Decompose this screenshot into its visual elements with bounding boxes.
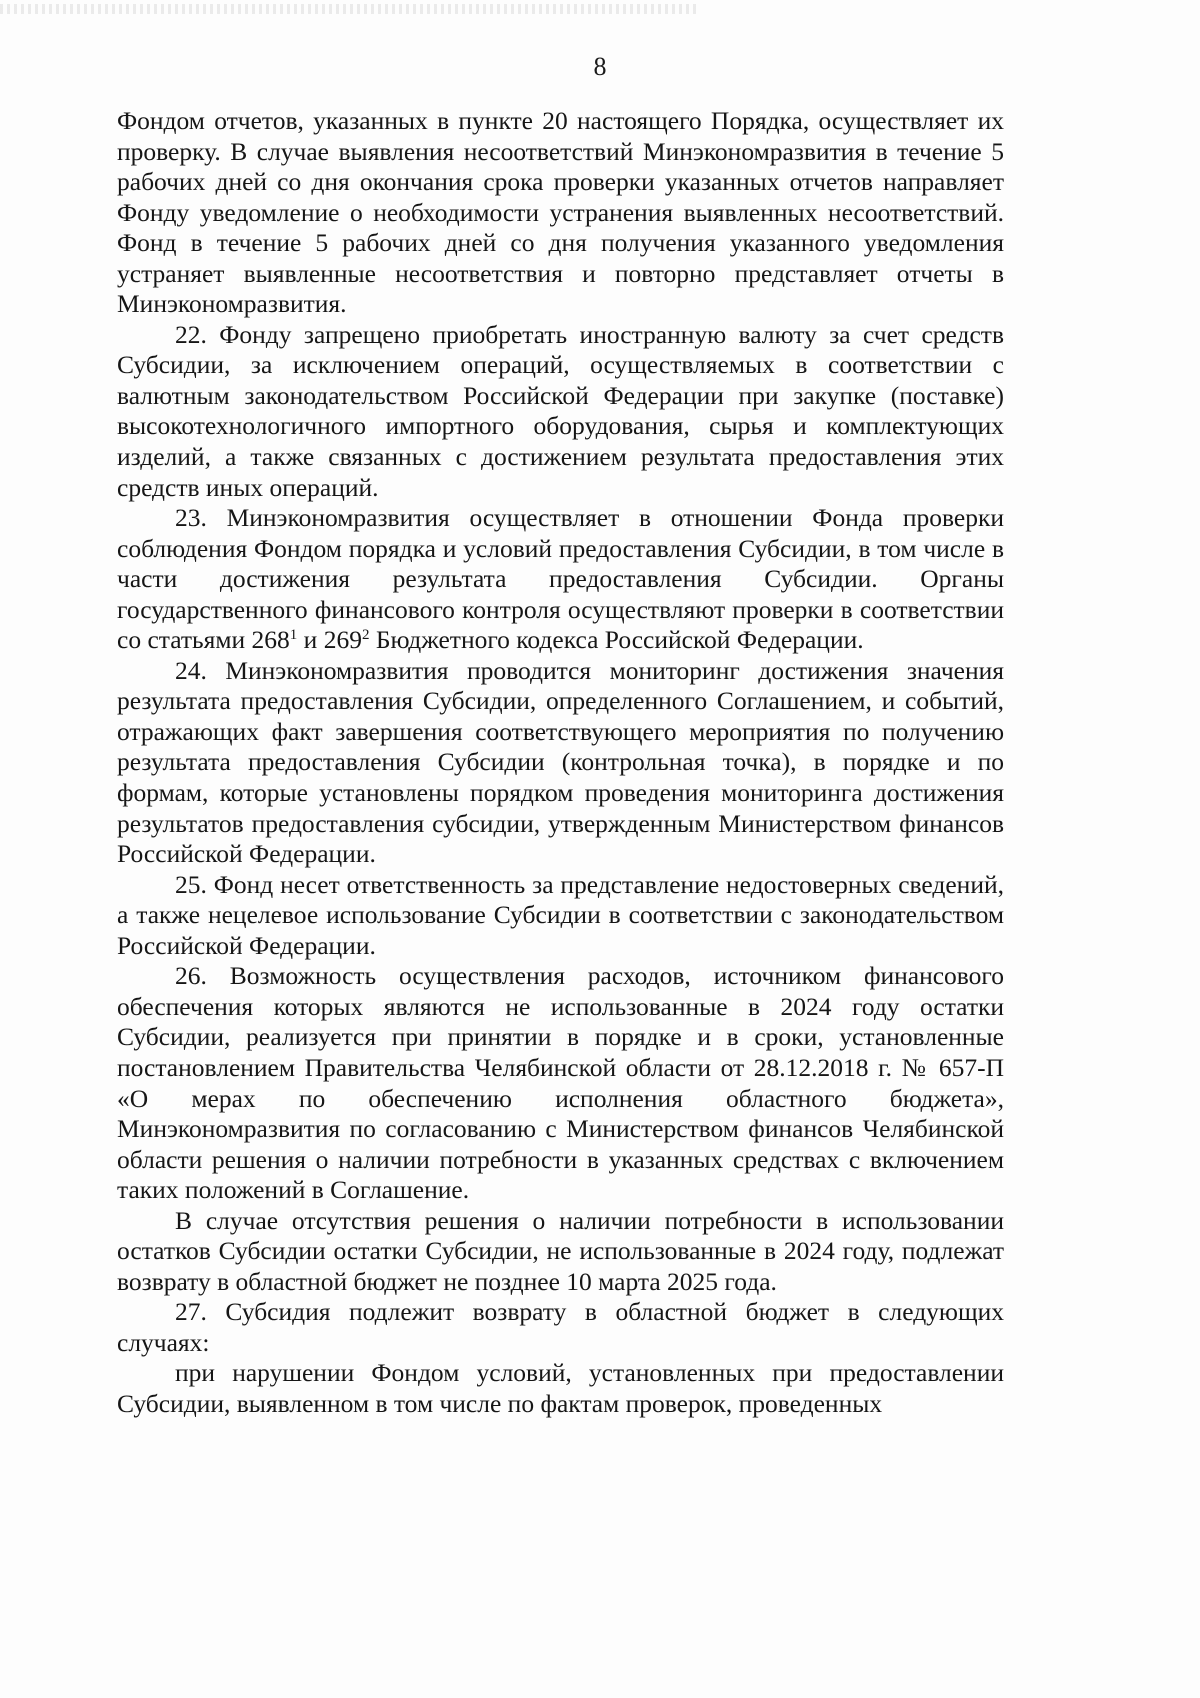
text-run: 26. Возможность осуществления расходов, источником финансового обеспечения которых являются не использованные в 2024 году остатки Субсидии, реализуется при принятии в порядке и в сроки, установленные постановлением Правительства Челябинской области от 28.12.2018 г. № 657-П «О мерах по обеспечению исполнения областного бюджета», Минэкономразвития по согласованию с Министерством финансов Челябинской области решения о наличии потребности в указанных средствах с включением таких положений в Соглашение. xyxy=(117,961,1004,1205)
text-run: Бюджетного кодекса Российской Федерации. xyxy=(369,625,864,655)
page-number: 8 xyxy=(593,52,607,81)
text-run: 23. Минэкономразвития осуществляет в отношении Фонда проверки соблюдения Фондом порядка и условий предоставления Субсидии, в том числе в части достижения результата предоставления Субсидии. Органы государственного финансового контроля осуществляют проверки в соответствии со статьями 268 xyxy=(117,503,1004,655)
paragraph xyxy=(117,1297,1004,1358)
text-run: при нарушении Фондом условий, установленных при предоставлении Субсидии, выявленном в том числе по фактам проверок, проведенных xyxy=(117,1358,1004,1418)
superscript: 2 xyxy=(361,627,370,644)
paragraph xyxy=(117,503,1004,656)
text-run: и 269 xyxy=(297,625,362,655)
paragraph xyxy=(117,961,1004,1205)
paragraph xyxy=(117,106,1004,320)
text-run: В случае отсутствия решения о наличии потребности в использовании остатков Субсидии остатки Субсидии, не использованные в 2024 году, подлежат возврату в областной бюджет не позднее 10 марта 2025 года. xyxy=(117,1205,1004,1296)
paragraph xyxy=(117,320,1004,503)
text-run: 25. Фонд несет ответственность за представление недостоверных сведений, а также нецелевое использование Субсидии в соответствии с законодательством Российской Федерации. xyxy=(117,869,1004,960)
document-body xyxy=(117,106,1004,1420)
text-run: 24. Минэкономразвития проводится мониторинг достижения значения результата предоставления Субсидии, определенного Соглашением, и событий, отражающих факт завершения соответствующего мероприятия по получению результата предоставления Субсидии (контрольная точка), в порядке и по формам, которые установлены порядком проведения мониторинга достижения результатов предоставления субсидии, утвержденным Министерством финансов Российской Федерации. xyxy=(117,655,1004,869)
paragraph xyxy=(117,1358,1004,1419)
text-run: 27. Субсидия подлежит возврату в областной бюджет в следующих случаях: xyxy=(117,1297,1004,1357)
text-run: Фондом отчетов, указанных в пункте 20 настоящего Порядка, осуществляет их проверку. В случае выявления несоответствий Минэкономразвития в течение 5 рабочих дней со дня окончания срока проверки указанных отчетов направляет Фонду уведомление о необходимости устранения выявленных несоответствий. Фонд в течение 5 рабочих дней со дня получения указанного уведомления устраняет выявленные несоответствия и повторно представляет отчеты в Минэкономразвития. xyxy=(117,106,1004,319)
paragraph xyxy=(117,656,1004,870)
text-run: 22. Фонду запрещено приобретать иностранную валюту за счет средств Субсидии, за исключением операций, осуществляемых в соответствии с валютным законодательством Российской Федерации при закупке (поставке) высокотехнологичного импортного оборудования, сырья и комплектующих изделий, а также связанных с достижением результата предоставления этих средств иных операций. xyxy=(117,319,1004,502)
paragraph xyxy=(117,870,1004,962)
paragraph xyxy=(117,1206,1004,1298)
superscript: 1 xyxy=(289,627,298,644)
scan-artifact xyxy=(0,4,700,14)
